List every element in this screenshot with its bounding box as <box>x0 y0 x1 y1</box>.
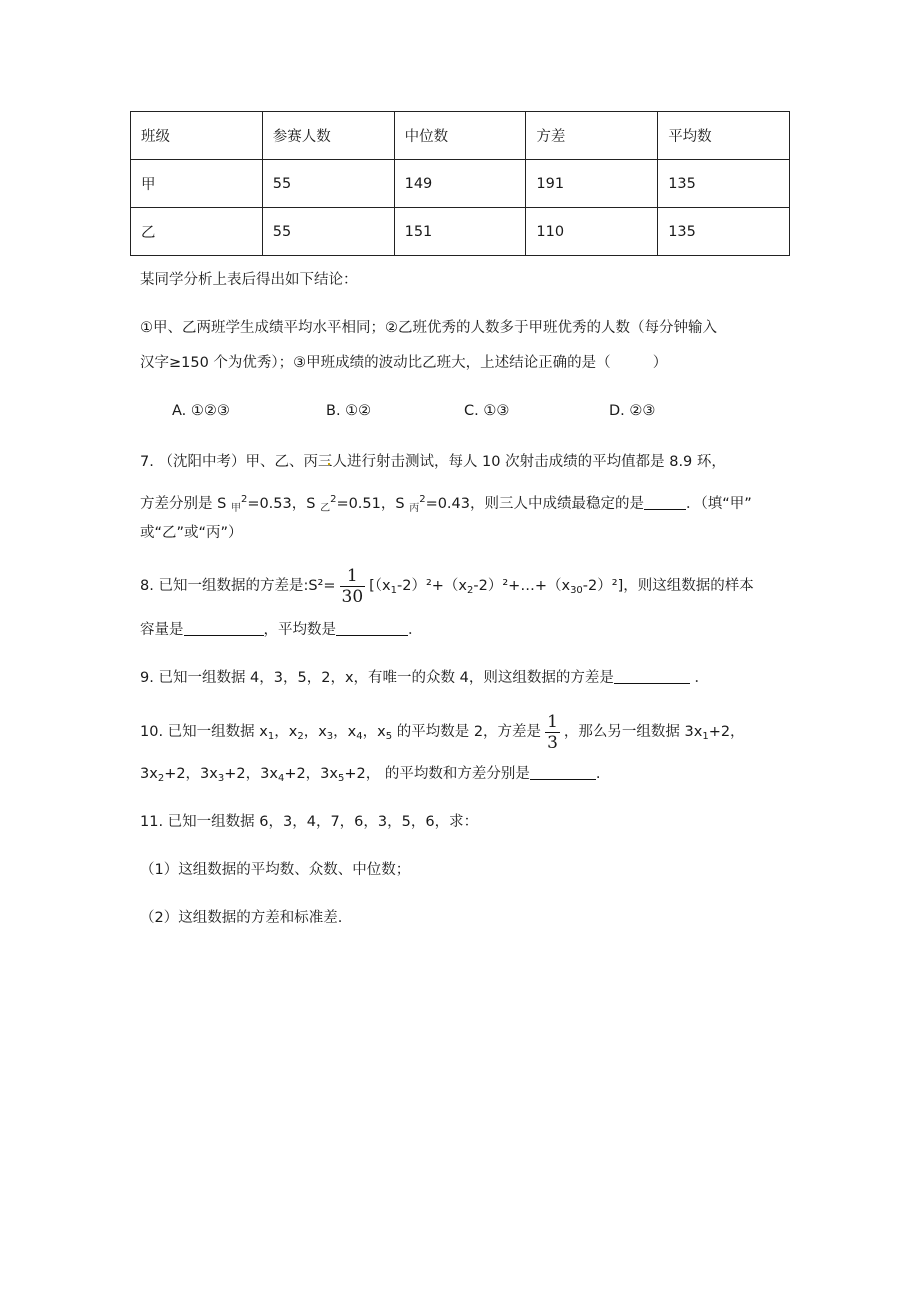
q7-line-2 <box>140 490 752 519</box>
q11-part-1: （1）这组数据的平均数、众数、中位数； <box>140 862 411 878</box>
q8-sub: 2 <box>467 585 474 596</box>
q10-text: ，x <box>303 724 327 740</box>
q10-text: . <box>595 766 601 782</box>
q7-text: =0.51，S <box>336 496 405 512</box>
q7-text: =0.53，S <box>247 496 316 512</box>
q10-fraction <box>545 712 560 753</box>
option-d[interactable]: D. ②③ <box>609 403 656 419</box>
q10-text: +2，3x <box>284 766 338 782</box>
conclusion-paren-close: ） <box>652 355 668 371</box>
q10-line-1 <box>140 710 745 759</box>
table-cell: 110 <box>526 208 658 256</box>
q10-sub: 2 <box>297 731 304 742</box>
q9-text: 9. 已知一组数据 4，3，5，2，x，有唯一的众数 4，则这组数据的方差是 <box>140 670 614 686</box>
q11-line-1: 11. 已知一组数据 6，3，4，7，6，3，5，6，求： <box>140 814 479 830</box>
fraction-numerator: 1 <box>346 565 358 586</box>
header-cell: 班级 <box>131 112 263 160</box>
table-cell: 135 <box>658 208 790 256</box>
q8-line-2 <box>140 620 423 640</box>
q7-sub: 丙 <box>409 503 420 514</box>
fraction-denominator: 30 <box>341 586 364 607</box>
score-table <box>130 111 790 256</box>
q8-sub: 1 <box>390 585 398 596</box>
q7-sup: 2 <box>330 494 337 505</box>
table-cell: 149 <box>394 160 526 208</box>
q10-text: ，x <box>333 724 357 740</box>
q8-sub: 30 <box>570 585 583 596</box>
q8-capacity-blank[interactable] <box>184 621 264 636</box>
fraction-denominator: 3 <box>547 732 558 753</box>
q10-text: +2， <box>344 766 381 782</box>
q7-text: ．（填“甲” <box>686 496 752 512</box>
q7-line-1: 7. （沈阳中考）甲、乙、丙三人进行射击测试，每人 10 次射击成绩的平均值都是 8.9 环， <box>140 454 726 470</box>
q7-sup: 2 <box>240 494 248 505</box>
table-row <box>131 208 790 256</box>
q10-answer-blank[interactable] <box>530 765 596 780</box>
q10-sub: 1 <box>267 731 275 742</box>
header-cell: 参赛人数 <box>262 112 394 160</box>
q8-text: -2）²+（x <box>397 578 468 594</box>
q10-sub: 3 <box>326 731 334 742</box>
q10-text: 3x <box>140 766 158 782</box>
q7-answer-blank[interactable] <box>644 495 686 510</box>
header-cell: 中位数 <box>394 112 526 160</box>
q10-text: ，x <box>362 724 386 740</box>
q10-sub: 4 <box>356 731 363 742</box>
q10-sub: 5 <box>338 773 345 784</box>
q7-sub: 乙 <box>320 503 331 514</box>
q10-text: 的平均数和方差分别是 <box>384 766 530 782</box>
fraction-numerator: 1 <box>547 711 558 732</box>
q10-sub: 2 <box>157 773 165 784</box>
q10-sub: 1 <box>702 731 709 742</box>
q8-text: 8. 已知一组数据的方差是:S²= <box>140 578 336 594</box>
q10-sub: 5 <box>385 731 393 742</box>
q10-sub: 3 <box>217 773 225 784</box>
q8-text: 容量是 <box>140 622 184 638</box>
q10-text: +2，3x <box>224 766 278 782</box>
q10-text: 的平均数是 2，方差是 <box>396 724 542 740</box>
q8-text: ，平均数是 <box>263 622 336 638</box>
table-cell: 55 <box>262 160 394 208</box>
option-c[interactable]: C. ①③ <box>464 403 510 419</box>
table-row <box>131 160 790 208</box>
q10-line-2 <box>140 764 600 789</box>
q10-text: ，那么另一组数据 3x <box>563 724 703 740</box>
q8-line-1 <box>140 564 754 613</box>
q8-text: -2）²]，则这组数据的样本 <box>582 578 754 594</box>
header-cell: 平均数 <box>658 112 790 160</box>
header-cell: 方差 <box>526 112 658 160</box>
q10-text: ，x <box>274 724 298 740</box>
conclusion-line-1: ①甲、乙两班学生成绩平均水平相同；②乙班优秀的人数多于甲班优秀的人数（每分钟输入 <box>140 320 717 336</box>
table-header-row <box>131 112 790 160</box>
q10-sub: 4 <box>277 773 285 784</box>
q7-sup: 2 <box>419 494 426 505</box>
q10-text: 10. 已知一组数据 x <box>140 724 268 740</box>
q7-text: =0.43，则三人中成绩最稳定的是 <box>425 496 644 512</box>
q11-part-2: （2）这组数据的方差和标准差. <box>140 910 343 926</box>
q8-fraction <box>340 566 366 607</box>
q9-text: ． <box>694 670 709 686</box>
q10-text: +2， <box>708 724 745 740</box>
q8-text: ． <box>408 622 423 638</box>
q7-line-3: 或“乙”或“丙”） <box>140 525 243 541</box>
table-cell: 甲 <box>131 160 263 208</box>
option-b[interactable]: B. ①② <box>326 403 372 419</box>
analysis-intro: 某同学分析上表后得出如下结论： <box>140 272 358 288</box>
q9-line <box>140 668 709 688</box>
option-a[interactable]: A. ①②③ <box>172 403 230 419</box>
q10-text: +2，3x <box>164 766 218 782</box>
table-cell: 151 <box>394 208 526 256</box>
q9-answer-blank[interactable] <box>614 669 690 684</box>
q8-text: [（x <box>369 578 391 594</box>
answer-options <box>140 403 790 423</box>
q8-text: -2）²+…+（x <box>473 578 571 594</box>
conclusion-text: 汉字≥150 个为优秀）；③甲班成绩的波动比乙班大，上述结论正确的是（ <box>140 355 611 371</box>
q8-mean-blank[interactable] <box>336 621 408 636</box>
table-cell: 135 <box>658 160 790 208</box>
conclusion-line-2 <box>140 353 667 373</box>
table-cell: 乙 <box>131 208 263 256</box>
table-cell: 191 <box>526 160 658 208</box>
q7-text: 方差分别是 S <box>140 496 227 512</box>
table-cell: 55 <box>262 208 394 256</box>
q7-sub: 甲 <box>230 503 241 514</box>
